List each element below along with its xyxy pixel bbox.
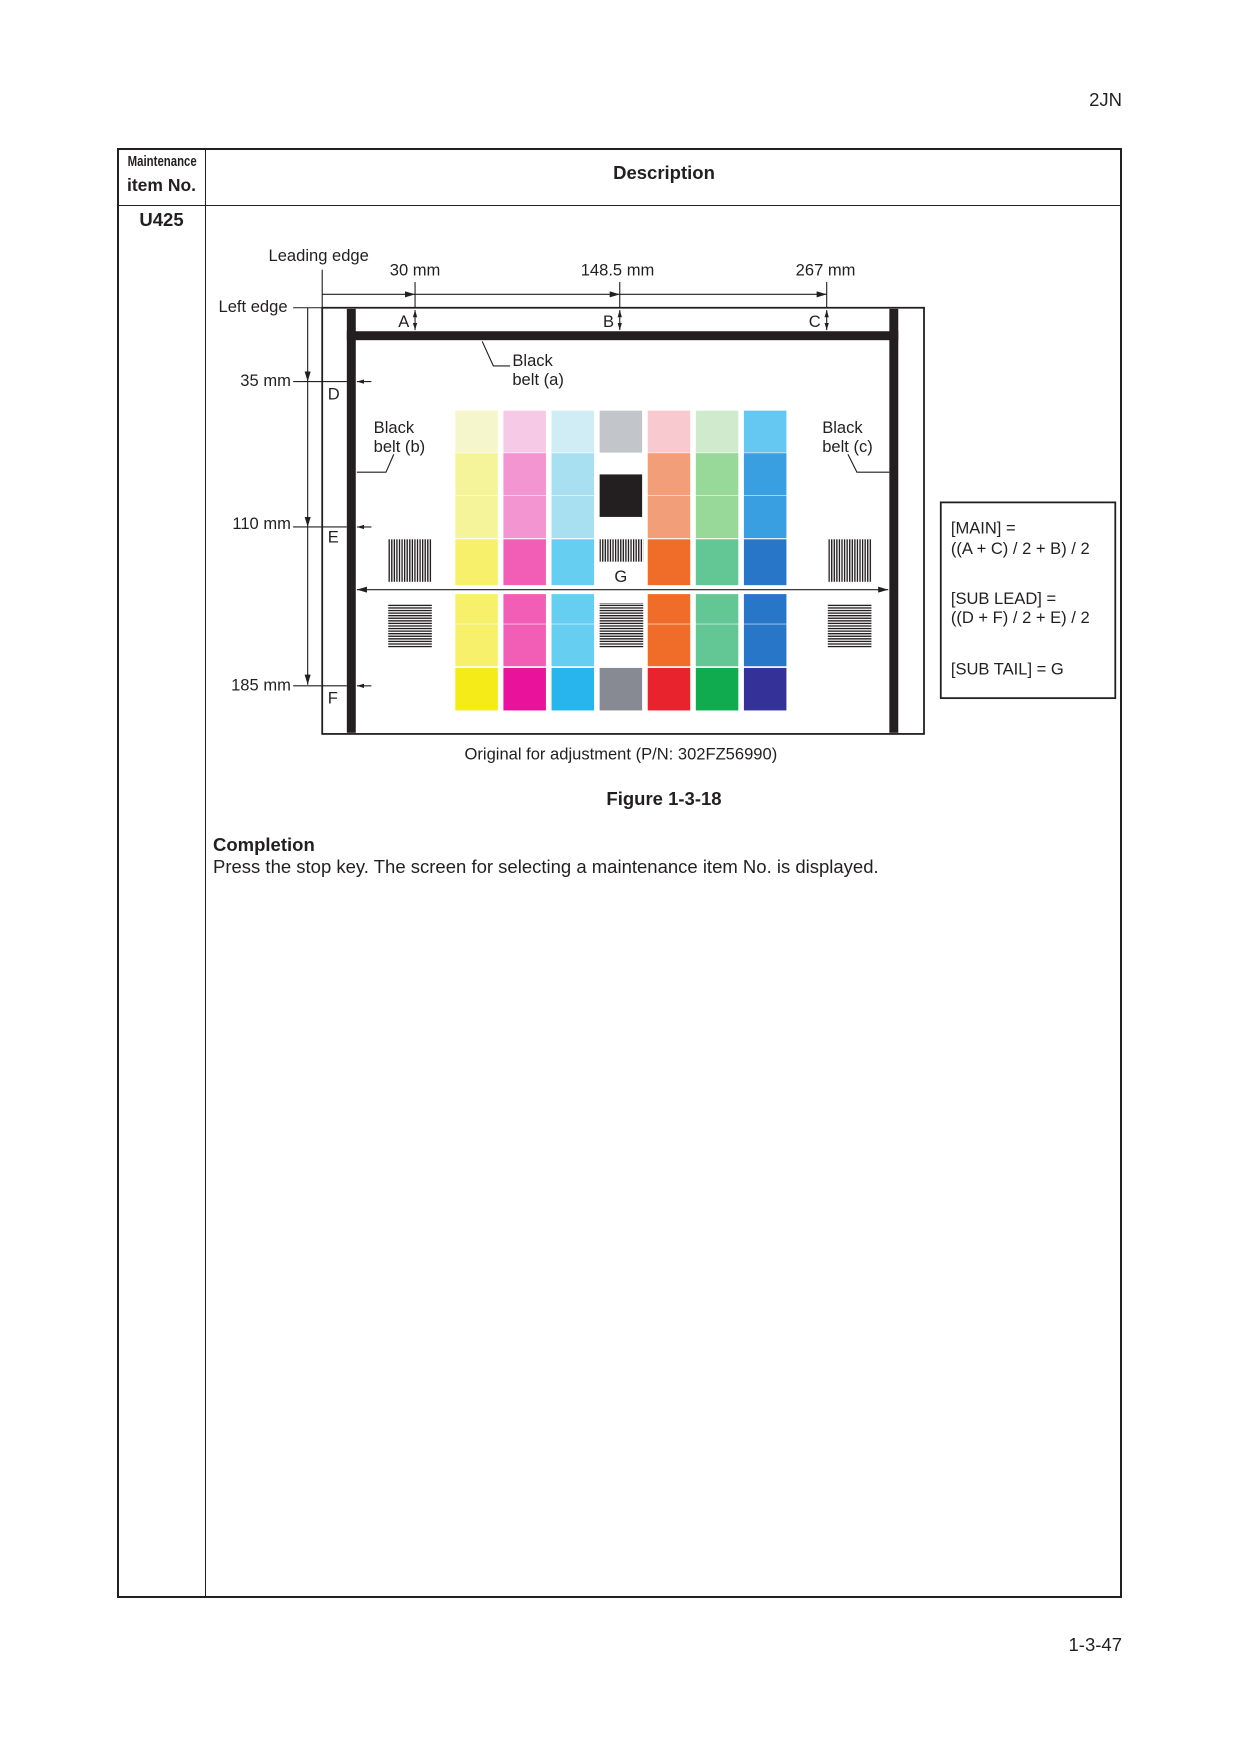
color-patch — [648, 594, 691, 624]
color-patch — [552, 453, 595, 495]
formula-main-label: [MAIN] = — [950, 518, 1016, 538]
dimension-label-148mm: 148.5 mm — [580, 260, 655, 280]
color-patch — [696, 539, 739, 585]
formula-sub-lead-expression: ((D + F) / 2 + E) / 2 — [950, 608, 1090, 628]
figure-title: Figure 1-3-18 — [606, 788, 722, 809]
color-patch — [648, 453, 691, 495]
color-patch — [455, 411, 498, 453]
figure-caption: Original for adjustment (P/N: 302FZ56990) — [464, 744, 778, 764]
point-label-b: B — [602, 311, 615, 331]
color-patch — [696, 496, 739, 539]
color-patch — [744, 594, 787, 624]
color-patch — [696, 624, 739, 666]
black-square-patch — [600, 474, 643, 517]
color-patch — [648, 539, 691, 585]
belt-a-label-line1: Black — [512, 350, 553, 370]
column-header-item-line1: Maintenance — [127, 153, 197, 170]
color-patch — [455, 624, 498, 666]
table-header-divider — [117, 205, 1122, 206]
horizontal-line-pattern-left — [388, 604, 432, 648]
color-patch — [600, 668, 643, 711]
color-patch — [744, 624, 787, 666]
vertical-line-pattern-center — [600, 539, 644, 561]
belt-b-label-line2: belt (b) — [373, 437, 426, 457]
point-label-c: C — [808, 311, 821, 331]
black-belt-a — [347, 331, 898, 340]
color-patch — [744, 539, 787, 585]
point-label-f: F — [327, 688, 338, 708]
black-belt-b — [347, 309, 356, 733]
model-code: 2JN — [1089, 89, 1122, 110]
color-patch — [744, 496, 787, 539]
left-edge-label: Left edge — [218, 297, 288, 317]
color-patch — [552, 668, 595, 711]
point-label-a: A — [398, 311, 410, 331]
vertical-line-pattern-left — [388, 539, 432, 582]
color-patch — [503, 668, 546, 711]
color-patch — [552, 539, 595, 585]
column-header-description: Description — [613, 162, 715, 183]
formula-main-expression: ((A + C) / 2 + B) / 2 — [950, 538, 1090, 558]
dimension-label-110mm: 110 mm — [232, 514, 291, 534]
color-patch — [552, 411, 595, 453]
color-patch — [696, 453, 739, 495]
belt-a-label-line2: belt (a) — [512, 369, 564, 389]
color-patch — [648, 411, 691, 453]
color-patch — [455, 668, 498, 711]
horizontal-line-pattern-right — [828, 604, 872, 648]
table-column-divider — [205, 148, 206, 1598]
page-number: 1-3-47 — [1068, 1634, 1122, 1655]
leading-edge-label: Leading edge — [268, 245, 369, 265]
color-patch — [455, 539, 498, 585]
color-patch — [552, 496, 595, 539]
dimension-label-30mm: 30 mm — [389, 260, 441, 280]
color-patch — [455, 496, 498, 539]
dimension-label-185mm: 185 mm — [231, 675, 291, 695]
color-patch — [648, 496, 691, 539]
color-patch — [696, 594, 739, 624]
color-patch — [696, 668, 739, 711]
completion-text: Press the stop key. The screen for selecting a maintenance item No. is displayed. — [213, 856, 879, 877]
color-patch — [503, 539, 546, 585]
color-patch — [600, 411, 643, 453]
formula-sub-lead-label: [SUB LEAD] = — [950, 589, 1057, 609]
vertical-line-pattern-right — [828, 539, 872, 582]
color-patch — [503, 496, 546, 539]
belt-b-label-line1: Black — [373, 418, 415, 438]
adjustment-original-figure — [207, 235, 1122, 772]
color-patch — [696, 411, 739, 453]
belt-c-label-line2: belt (c) — [822, 437, 873, 457]
color-patch — [503, 453, 546, 495]
point-label-e: E — [327, 527, 339, 547]
color-patch — [503, 594, 546, 624]
dimension-label-267mm: 267 mm — [795, 260, 856, 280]
completion-heading: Completion — [213, 834, 315, 855]
horizontal-line-pattern-center — [600, 603, 644, 648]
color-patch — [648, 668, 691, 711]
color-patch — [503, 411, 546, 453]
point-label-d: D — [327, 384, 340, 404]
color-patch — [648, 624, 691, 666]
color-patch — [503, 624, 546, 666]
color-patch — [455, 453, 498, 495]
color-patch — [552, 624, 595, 666]
color-patch — [744, 411, 787, 453]
formula-sub-tail: [SUB TAIL] = G — [950, 659, 1064, 679]
maintenance-item-number: U425 — [139, 209, 184, 230]
color-patch — [455, 594, 498, 624]
column-header-item-line2: item No. — [126, 175, 197, 195]
point-label-g: G — [614, 566, 628, 586]
black-belt-c — [889, 309, 898, 733]
dimension-label-35mm: 35 mm — [240, 371, 291, 391]
color-patch — [552, 594, 595, 624]
color-patch — [744, 668, 787, 711]
belt-c-label-line1: Black — [822, 418, 863, 438]
color-patch — [744, 453, 787, 495]
